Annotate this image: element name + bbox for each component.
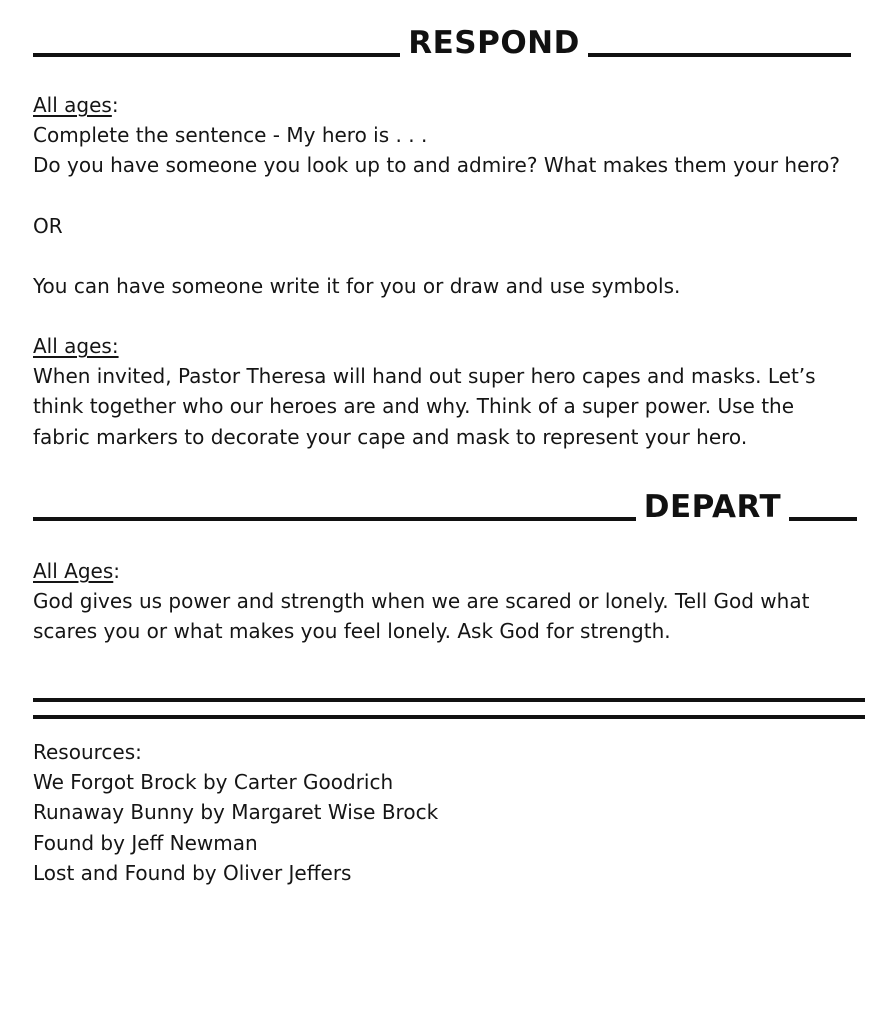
depart-title: DEPART <box>643 489 782 525</box>
respond-label-line <box>33 90 873 120</box>
depart-section-header <box>33 484 857 524</box>
depart-body <box>33 556 873 647</box>
resource-item: Lost and Found by Oliver Jeffers <box>33 860 352 885</box>
question-line: Do you have someone you look up to and admire? What makes them your hero? <box>33 153 841 178</box>
activity-paragraph-line: think together who our heroes are and why. Think of a super power. Use the <box>33 394 795 419</box>
all-ages-label-2: All ages: <box>33 334 119 359</box>
resource-item: Found by Jeff Newman <box>33 830 258 855</box>
header-rule-left <box>33 53 400 57</box>
alternative-line: You can have someone write it for you or draw and use symbols. <box>33 273 681 298</box>
header-rule-right <box>789 517 857 521</box>
resource-item: We Forgot Brock by Carter Goodrich <box>33 770 394 795</box>
resources-heading: Resources: <box>33 740 142 764</box>
header-rule-left <box>33 517 636 521</box>
all-ages-label: All Ages <box>33 559 114 583</box>
spacer <box>33 241 873 271</box>
spacer <box>33 301 873 331</box>
depart-paragraph-line: scares you or what makes you feel lonely. Ask God for strength. <box>33 619 671 644</box>
divider-rule-top <box>33 698 865 702</box>
label-colon: : <box>111 93 119 117</box>
respond-body <box>33 90 873 452</box>
all-ages-label: All ages <box>33 93 112 117</box>
activity-paragraph-line: fabric markers to decorate your cape and mask to represent your hero. <box>33 424 748 449</box>
spacer <box>33 181 873 211</box>
depart-paragraph-line: God gives us power and strength when we are scared or lonely. Tell God what <box>33 589 810 614</box>
resource-item: Runaway Bunny by Margaret Wise Brock <box>33 800 439 825</box>
resources-section <box>33 737 873 888</box>
header-rule-right <box>588 53 851 57</box>
or-text: OR <box>33 213 63 238</box>
prompt-line: Complete the sentence - My hero is . . . <box>33 123 428 148</box>
respond-section-header <box>33 20 851 60</box>
divider-rule-bottom <box>33 715 865 719</box>
activity-paragraph-line: When invited, Pastor Theresa will hand out super hero capes and masks. Let’s <box>33 364 816 389</box>
label-colon: : <box>113 559 121 583</box>
respond-title: RESPOND <box>408 25 580 61</box>
depart-label-line <box>33 556 873 586</box>
